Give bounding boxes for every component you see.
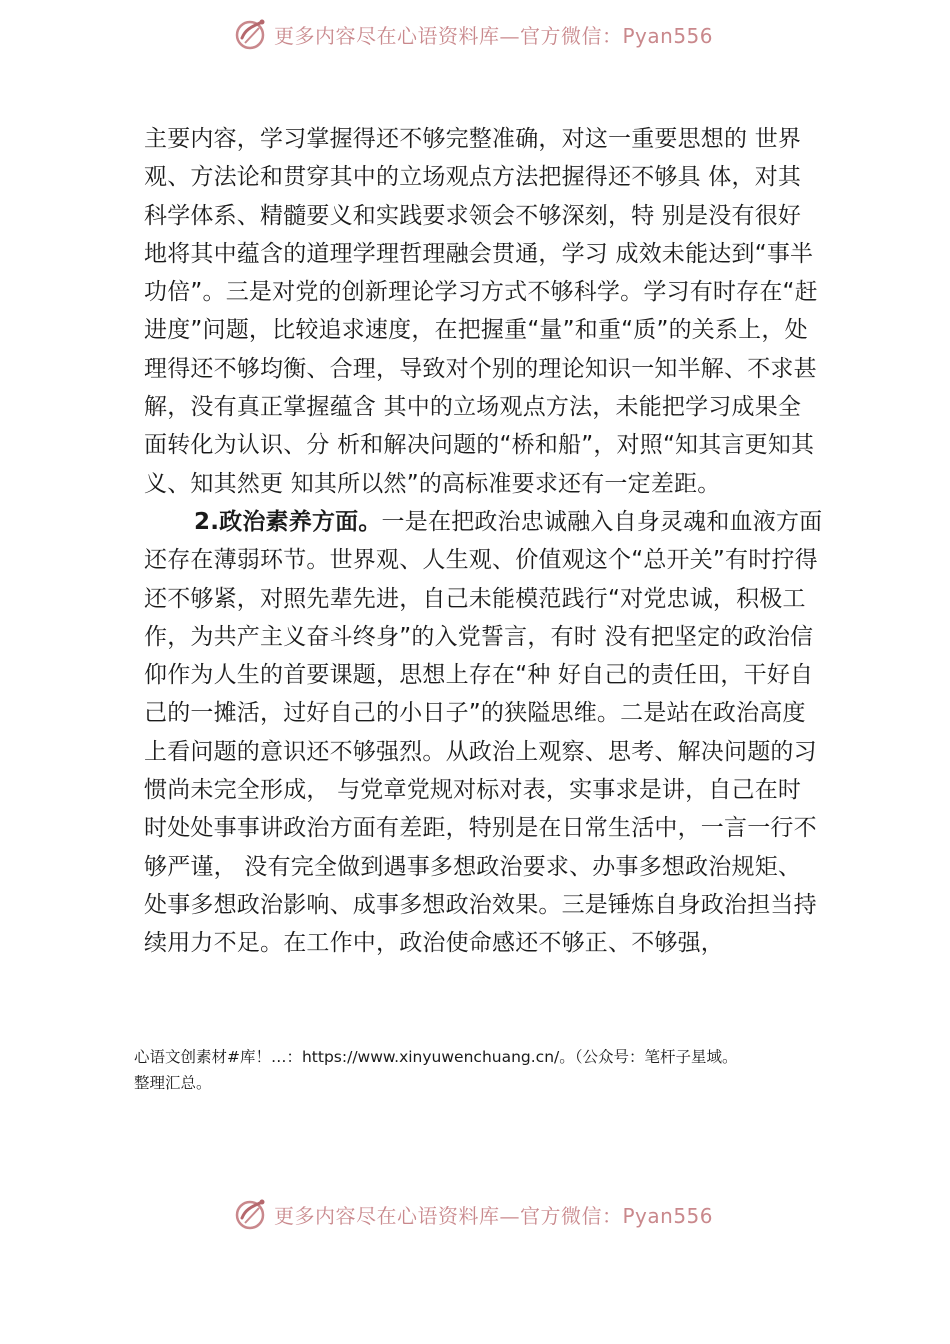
brand-logo-icon xyxy=(232,1196,268,1232)
header-watermark xyxy=(232,14,713,54)
source-note xyxy=(134,1044,834,1096)
paragraph: 2.政治素养方面。一是在把政治忠诚融入自身灵魂和血液方面还存在薄弱环节。世界观、人生观、价值观这个“总开关”有时拧得还不够紧，对照先辈先进，自己未能模范践行“对党忠诚，积极工作，为共产主义奋斗终身”的入党誓言，有时 没有把坚定的政治信仰作为人生的首要课题，思想上存在“种 好自己的责任田，干好自己的一摊活，过好自己的小日子”的狭隘思维。二是站在政治高度上看问题的意识还不够强烈。从政治上观察、思考、解决问题的习惯尚未完全形成， 与党章党规对标对表，实事求是讲，自己在时时处处事事讲政治方面有差距，特别是在日常生活中，一言一行不够严谨， 没有完全做到遇事多想政治要求、办事多想政治规矩、处事多想政治影响、成事多想政治效果。三是锤炼自身政治担当持续用力不足。在工作中，政治使命感还不够正、不够强， xyxy=(144,508,823,957)
brand-logo-icon xyxy=(232,16,268,52)
watermark-text: 更多内容尽在心语资料库—官方微信：Pyan556 xyxy=(274,23,714,48)
source-note-line: 整理汇总。 xyxy=(134,1074,212,1092)
paragraph: 主要内容，学习掌握得还不够完整准确，对这一重要思想的 世界观、方法论和贯穿其中的立场观点方法把握得还不够具 体，对其科学体系、精髓要义和实践要求领会不够深刻，特 别是没有很好地将其中蕴含的道理学理哲理融会贯通，学习 成效未能达到“事半功倍”。三是对党的创新理论学习方式不够科学。学习有时存在“赶进度”问题，比较追求速度，在把握重“量”和重“质”的关系上，处理得还不够均衡、合理，导致对个别的理论知识一知半解、不求甚解，没有真正掌握蕴含 其中的立场观点方法，未能把学习成果全面转化为认识、分 析和解决问题的“桥和船”，对照“知其言更知其义、知其然更 知其所以然”的高标准要求还有一定差距。 xyxy=(144,126,818,497)
footer-watermark xyxy=(232,1194,713,1234)
section-heading: 2.政治素养方面。 xyxy=(194,508,382,535)
wechat-id: Pyan556 xyxy=(622,23,714,48)
source-note-line: 心语文创素材#库！…：https://www.xinyuwenchuang.cn/。（公众号：笔杆子星域。 xyxy=(134,1048,738,1066)
document-body xyxy=(144,120,824,963)
watermark-text: 更多内容尽在心语资料库—官方微信：Pyan556 xyxy=(274,1203,714,1228)
wechat-id: Pyan556 xyxy=(622,1203,714,1228)
